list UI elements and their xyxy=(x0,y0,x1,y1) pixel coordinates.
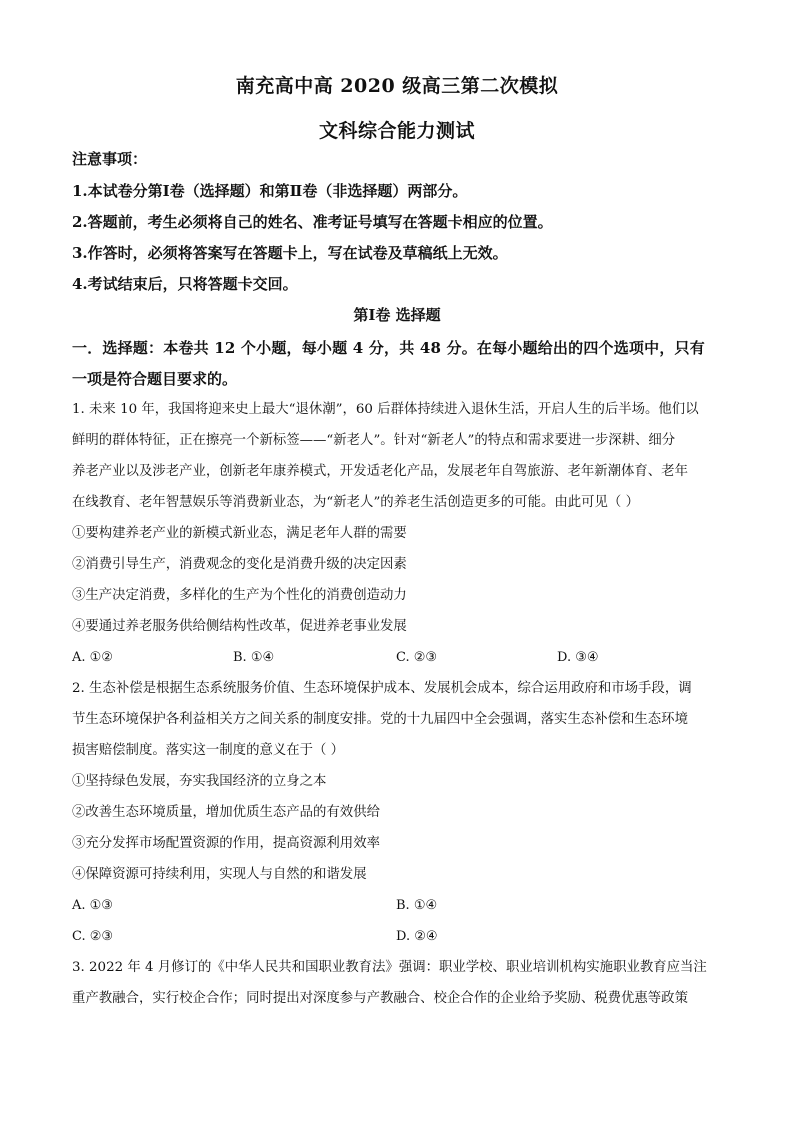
notice-item: 4.考试结束后，只将答题卡交回。 xyxy=(72,275,298,293)
q3-stem-line: 重产教融合，实行校企合作；同时提出对深度参与产教融合、校企合作的企业给予奖励、税费优惠等政策 xyxy=(72,991,688,1006)
q2-statement: ②改善生态环境质量，增加优质生态产品的有效供给 xyxy=(72,805,380,820)
notice-heading: 注意事项： xyxy=(72,150,148,168)
q2-statement: ④保障资源可持续利用，实现人与自然的和谐发展 xyxy=(72,867,367,882)
q3-stem-line: 3. 2022 年 4 月修订的《中华人民共和国职业教育法》强调：职业学校、职业培训机构实施职业教育应当注 xyxy=(72,960,707,975)
q1-statement: ②消费引导生产，消费观念的变化是消费升级的决定因素 xyxy=(72,557,407,572)
section-title: 第Ⅰ卷 选择题 xyxy=(353,306,441,324)
q1-stem-line: 1. 未来 10 年，我国将迎来史上最大“退休潮”，60 后群体持续进入退休生活，开启人生的后半场。他们以 xyxy=(72,402,699,417)
q1-stem-line: 鲜明的群体特征，正在擦亮一个新标签——“新老人”。针对“新老人”的特点和需求要进一步深耕、细分 xyxy=(72,433,676,448)
q1-option-b[interactable]: B. ①④ xyxy=(233,650,275,665)
q1-statement: ①要构建养老产业的新模式新业态，满足老年人群的需要 xyxy=(72,526,407,541)
q1-stem-line: 养老产业以及涉老产业，创新老年康养模式，开发适老化产品，发展老年自驾旅游、老年新潮体育、老年 xyxy=(72,464,688,479)
q2-stem-line: 损害赔偿制度。落实这一制度的意义在于（ ） xyxy=(72,743,345,758)
q2-stem-line: 2. 生态补偿是根据生态系统服务价值、生态环境保护成本、发展机会成本，综合运用政府和市场手段，调 xyxy=(72,681,692,696)
exam-subtitle: 文科综合能力测试 xyxy=(318,120,475,142)
q1-stem-line: 在线教育、老年智慧娱乐等消费新业态，为“新老人”的养老生活创造更多的可能。由此可见（ ） xyxy=(72,495,639,510)
notice-item: 2.答题前，考生必须将自己的姓名、准考证号填写在答题卡相应的位置。 xyxy=(72,213,553,231)
q1-option-a[interactable]: A. ①② xyxy=(72,650,113,665)
notice-item: 1.本试卷分第Ⅰ卷（选择题）和第Ⅱ卷（非选择题）两部分。 xyxy=(72,182,468,200)
q2-statement: ①坚持绿色发展，夯实我国经济的立身之本 xyxy=(72,774,327,789)
section-instruction: 一项是符合题目要求的。 xyxy=(72,370,238,388)
q2-option-d[interactable]: D. ②④ xyxy=(396,929,438,944)
q1-option-d[interactable]: D. ③④ xyxy=(557,650,599,665)
q2-option-c[interactable]: C. ②③ xyxy=(72,929,114,944)
q2-option-b[interactable]: B. ①④ xyxy=(396,898,438,913)
q1-option-c[interactable]: C. ②③ xyxy=(396,650,438,665)
q2-statement: ③充分发挥市场配置资源的作用，提高资源利用效率 xyxy=(72,836,380,851)
q1-statement: ③生产决定消费，多样化的生产为个性化的消费创造动力 xyxy=(72,588,407,603)
exam-title: 南充高中高 2020 级高三第二次模拟 xyxy=(235,75,559,97)
q1-statement: ④要通过养老服务供给侧结构性改革，促进养老事业发展 xyxy=(72,619,407,634)
q2-option-a[interactable]: A. ①③ xyxy=(72,898,113,913)
section-instruction: 一．选择题：本卷共 12 个小题，每小题 4 分，共 48 分。在每小题给出的四个选项中，只有 xyxy=(72,339,705,357)
q2-stem-line: 节生态环境保护各利益相关方之间关系的制度安排。党的十九届四中全会强调，落实生态补偿和生态环境 xyxy=(72,712,688,727)
notice-item: 3.作答时，必须将答案写在答题卡上，写在试卷及草稿纸上无效。 xyxy=(72,244,508,262)
